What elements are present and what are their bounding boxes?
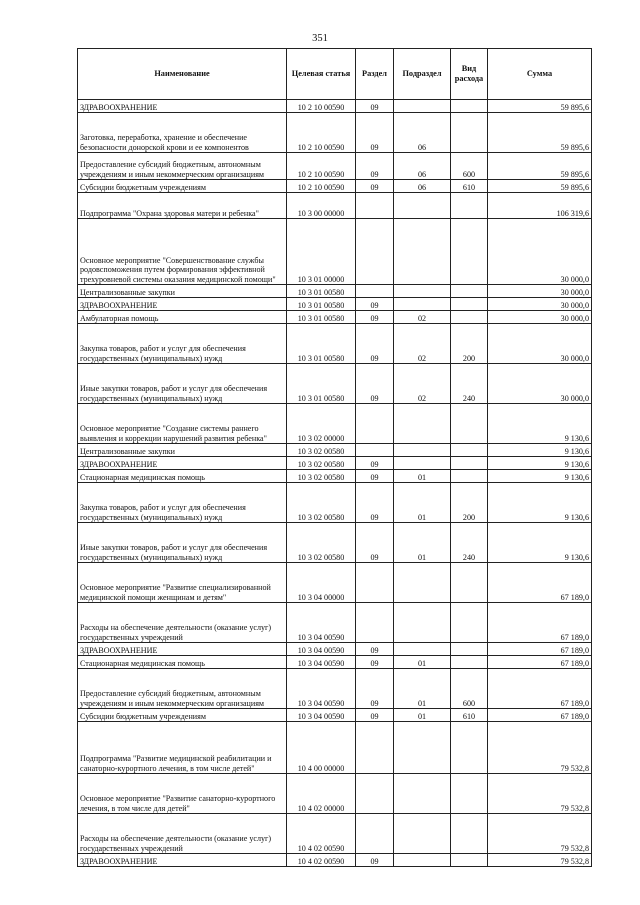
cell-expense-type <box>451 774 488 814</box>
cell-expense-type <box>451 113 488 153</box>
cell-target-article: 10 2 10 00590 <box>287 100 356 113</box>
cell-name: Основное мероприятие "Развитие специализированной медицинской помощи женщинам и детям" <box>78 563 287 603</box>
cell-subsection <box>394 854 451 867</box>
cell-target-article: 10 3 02 00580 <box>287 470 356 483</box>
cell-section: 09 <box>356 100 394 113</box>
cell-target-article: 10 3 01 00580 <box>287 285 356 298</box>
cell-amount: 67 189,0 <box>488 603 592 643</box>
cell-section: 09 <box>356 656 394 669</box>
cell-subsection: 02 <box>394 324 451 364</box>
cell-amount: 9 130,6 <box>488 483 592 523</box>
table-row <box>78 298 592 311</box>
table-row <box>78 153 592 180</box>
table-row <box>78 470 592 483</box>
table-row <box>78 285 592 298</box>
cell-target-article: 10 3 02 00580 <box>287 457 356 470</box>
cell-target-article: 10 3 04 00590 <box>287 669 356 709</box>
cell-amount: 9 130,6 <box>488 404 592 444</box>
cell-subsection: 06 <box>394 153 451 180</box>
header-section: Раздел <box>356 49 394 100</box>
cell-amount: 9 130,6 <box>488 470 592 483</box>
cell-target-article: 10 3 02 00580 <box>287 483 356 523</box>
cell-name: ЗДРАВООХРАНЕНИЕ <box>78 643 287 656</box>
header-expense-type: Вид расхода <box>451 49 488 100</box>
cell-section: 09 <box>356 669 394 709</box>
cell-expense-type <box>451 470 488 483</box>
cell-amount: 67 189,0 <box>488 563 592 603</box>
cell-amount: 59 895,6 <box>488 113 592 153</box>
cell-section: 09 <box>356 854 394 867</box>
cell-target-article: 10 3 04 00590 <box>287 603 356 643</box>
cell-subsection <box>394 814 451 854</box>
cell-name: Иные закупки товаров, работ и услуг для обеспечения государственных (муниципальных) нужд <box>78 523 287 563</box>
cell-section <box>356 219 394 285</box>
cell-name: Амбулаторная помощь <box>78 311 287 324</box>
cell-name: ЗДРАВООХРАНЕНИЕ <box>78 854 287 867</box>
cell-expense-type <box>451 814 488 854</box>
cell-section <box>356 722 394 774</box>
cell-name: Субсидии бюджетным учреждениям <box>78 180 287 193</box>
cell-subsection <box>394 404 451 444</box>
cell-target-article: 10 3 00 00000 <box>287 193 356 219</box>
cell-name: Расходы на обеспечение деятельности (оказание услуг) государственных учреждений <box>78 603 287 643</box>
cell-expense-type: 200 <box>451 483 488 523</box>
cell-target-article: 10 2 10 00590 <box>287 153 356 180</box>
table-row <box>78 100 592 113</box>
cell-section: 09 <box>356 470 394 483</box>
cell-section <box>356 285 394 298</box>
cell-expense-type <box>451 603 488 643</box>
cell-amount: 106 319,6 <box>488 193 592 219</box>
cell-section <box>356 444 394 457</box>
cell-expense-type <box>451 444 488 457</box>
cell-target-article: 10 3 01 00000 <box>287 219 356 285</box>
cell-subsection: 01 <box>394 483 451 523</box>
cell-section: 09 <box>356 523 394 563</box>
cell-amount: 67 189,0 <box>488 709 592 722</box>
cell-target-article: 10 2 10 00590 <box>287 113 356 153</box>
cell-name: ЗДРАВООХРАНЕНИЕ <box>78 100 287 113</box>
header-target-article: Целевая статья <box>287 49 356 100</box>
table-body <box>78 100 592 867</box>
cell-subsection <box>394 444 451 457</box>
cell-target-article: 10 4 00 00000 <box>287 722 356 774</box>
cell-expense-type <box>451 656 488 669</box>
cell-amount: 59 895,6 <box>488 100 592 113</box>
cell-name: Закупка товаров, работ и услуг для обеспечения государственных (муниципальных) нужд <box>78 324 287 364</box>
table-row <box>78 113 592 153</box>
cell-target-article: 10 3 01 00580 <box>287 324 356 364</box>
cell-subsection: 06 <box>394 180 451 193</box>
table-row <box>78 814 592 854</box>
cell-name: Основное мероприятие "Создание системы раннего выявления и коррекции нарушений развития ребенка" <box>78 404 287 444</box>
cell-amount: 59 895,6 <box>488 180 592 193</box>
cell-target-article: 10 3 04 00590 <box>287 656 356 669</box>
cell-section: 09 <box>356 364 394 404</box>
cell-subsection: 02 <box>394 311 451 324</box>
cell-amount: 30 000,0 <box>488 364 592 404</box>
cell-expense-type: 600 <box>451 153 488 180</box>
header-name: Наименование <box>78 49 287 100</box>
table-row <box>78 774 592 814</box>
cell-subsection <box>394 298 451 311</box>
table-row <box>78 193 592 219</box>
cell-name: ЗДРАВООХРАНЕНИЕ <box>78 457 287 470</box>
cell-amount: 79 532,8 <box>488 854 592 867</box>
cell-section: 09 <box>356 457 394 470</box>
cell-subsection <box>394 563 451 603</box>
cell-section: 09 <box>356 180 394 193</box>
cell-name: Основное мероприятие "Развитие санаторно-курортного лечения, в том числе для детей" <box>78 774 287 814</box>
cell-subsection <box>394 219 451 285</box>
cell-section: 09 <box>356 311 394 324</box>
cell-expense-type <box>451 404 488 444</box>
cell-name: Заготовка, переработка, хранение и обеспечение безопасности донорской крови и ее компонентов <box>78 113 287 153</box>
cell-section <box>356 814 394 854</box>
cell-subsection: 01 <box>394 669 451 709</box>
cell-target-article: 10 4 02 00590 <box>287 854 356 867</box>
cell-subsection <box>394 457 451 470</box>
cell-amount: 79 532,8 <box>488 814 592 854</box>
cell-expense-type: 600 <box>451 669 488 709</box>
cell-expense-type <box>451 193 488 219</box>
table-row <box>78 457 592 470</box>
cell-target-article: 10 2 10 00590 <box>287 180 356 193</box>
cell-target-article: 10 3 04 00590 <box>287 709 356 722</box>
cell-subsection <box>394 285 451 298</box>
table-row <box>78 709 592 722</box>
table-row <box>78 603 592 643</box>
table-row <box>78 311 592 324</box>
cell-name: Субсидии бюджетным учреждениям <box>78 709 287 722</box>
cell-subsection: 01 <box>394 470 451 483</box>
cell-section: 09 <box>356 643 394 656</box>
cell-subsection <box>394 643 451 656</box>
cell-expense-type <box>451 298 488 311</box>
cell-section: 09 <box>356 113 394 153</box>
cell-expense-type <box>451 285 488 298</box>
cell-section: 09 <box>356 709 394 722</box>
cell-section: 09 <box>356 153 394 180</box>
cell-target-article: 10 3 02 00580 <box>287 523 356 563</box>
cell-section: 09 <box>356 324 394 364</box>
cell-amount: 67 189,0 <box>488 643 592 656</box>
table-header-row <box>78 49 592 100</box>
cell-amount: 9 130,6 <box>488 457 592 470</box>
cell-section: 09 <box>356 298 394 311</box>
table-row <box>78 180 592 193</box>
table-row <box>78 219 592 285</box>
cell-target-article: 10 3 01 00580 <box>287 298 356 311</box>
cell-expense-type <box>451 643 488 656</box>
cell-name: Централизованные закупки <box>78 285 287 298</box>
cell-target-article: 10 3 02 00580 <box>287 444 356 457</box>
cell-expense-type <box>451 563 488 603</box>
cell-subsection <box>394 100 451 113</box>
cell-expense-type <box>451 722 488 774</box>
table-row <box>78 364 592 404</box>
table-row <box>78 404 592 444</box>
cell-amount: 30 000,0 <box>488 219 592 285</box>
cell-subsection: 02 <box>394 364 451 404</box>
table-row <box>78 444 592 457</box>
cell-name: Централизованные закупки <box>78 444 287 457</box>
cell-name: Закупка товаров, работ и услуг для обеспечения государственных (муниципальных) нужд <box>78 483 287 523</box>
cell-name: Основное мероприятие "Совершенствование службы родовспоможения путем формирования эффективной трехуровневой системы оказания медицинской помощи" <box>78 219 287 285</box>
cell-expense-type: 240 <box>451 364 488 404</box>
cell-amount: 59 895,6 <box>488 153 592 180</box>
cell-amount: 79 532,8 <box>488 774 592 814</box>
cell-section <box>356 404 394 444</box>
cell-subsection: 06 <box>394 113 451 153</box>
budget-table <box>77 48 592 867</box>
cell-subsection <box>394 603 451 643</box>
cell-target-article: 10 3 01 00580 <box>287 311 356 324</box>
cell-amount: 9 130,6 <box>488 523 592 563</box>
cell-expense-type <box>451 219 488 285</box>
cell-subsection <box>394 193 451 219</box>
cell-target-article: 10 4 02 00590 <box>287 814 356 854</box>
cell-expense-type: 610 <box>451 709 488 722</box>
cell-target-article: 10 3 01 00580 <box>287 364 356 404</box>
cell-amount: 30 000,0 <box>488 311 592 324</box>
table-row <box>78 523 592 563</box>
cell-amount: 30 000,0 <box>488 298 592 311</box>
cell-expense-type <box>451 854 488 867</box>
cell-amount: 79 532,8 <box>488 722 592 774</box>
cell-name: Предоставление субсидий бюджетным, автономным учреждениям и иным некоммерческим организациям <box>78 153 287 180</box>
cell-expense-type: 610 <box>451 180 488 193</box>
cell-target-article: 10 3 04 00590 <box>287 643 356 656</box>
cell-amount: 30 000,0 <box>488 324 592 364</box>
cell-name: Иные закупки товаров, работ и услуг для обеспечения государственных (муниципальных) нужд <box>78 364 287 404</box>
table-row <box>78 324 592 364</box>
cell-section: 09 <box>356 483 394 523</box>
cell-section <box>356 193 394 219</box>
table-row <box>78 669 592 709</box>
cell-amount: 67 189,0 <box>488 669 592 709</box>
cell-name: Стационарная медицинская помощь <box>78 470 287 483</box>
cell-section <box>356 603 394 643</box>
cell-subsection <box>394 722 451 774</box>
cell-expense-type: 240 <box>451 523 488 563</box>
cell-target-article: 10 4 02 00000 <box>287 774 356 814</box>
cell-section <box>356 563 394 603</box>
cell-name: Расходы на обеспечение деятельности (оказание услуг) государственных учреждений <box>78 814 287 854</box>
cell-amount: 9 130,6 <box>488 444 592 457</box>
cell-expense-type <box>451 311 488 324</box>
table-row <box>78 722 592 774</box>
table-row <box>78 483 592 523</box>
cell-name: ЗДРАВООХРАНЕНИЕ <box>78 298 287 311</box>
cell-expense-type <box>451 457 488 470</box>
cell-subsection: 01 <box>394 709 451 722</box>
header-subsection: Подраздел <box>394 49 451 100</box>
cell-subsection <box>394 774 451 814</box>
table-row <box>78 563 592 603</box>
table-row <box>78 854 592 867</box>
cell-name: Стационарная медицинская помощь <box>78 656 287 669</box>
cell-name: Предоставление субсидий бюджетным, автономным учреждениям и иным некоммерческим организациям <box>78 669 287 709</box>
cell-section <box>356 774 394 814</box>
cell-name: Подпрограмма "Развитие медицинской реабилитации и санаторно-курортного лечения, в том числе детей" <box>78 722 287 774</box>
cell-target-article: 10 3 04 00000 <box>287 563 356 603</box>
table-row <box>78 643 592 656</box>
header-amount: Сумма <box>488 49 592 100</box>
cell-target-article: 10 3 02 00000 <box>287 404 356 444</box>
cell-expense-type <box>451 100 488 113</box>
cell-amount: 30 000,0 <box>488 285 592 298</box>
cell-name: Подпрограмма "Охрана здоровья матери и ребенка" <box>78 193 287 219</box>
cell-expense-type: 200 <box>451 324 488 364</box>
page-number: 351 <box>312 33 328 44</box>
table-row <box>78 656 592 669</box>
cell-amount: 67 189,0 <box>488 656 592 669</box>
cell-subsection: 01 <box>394 523 451 563</box>
cell-subsection: 01 <box>394 656 451 669</box>
